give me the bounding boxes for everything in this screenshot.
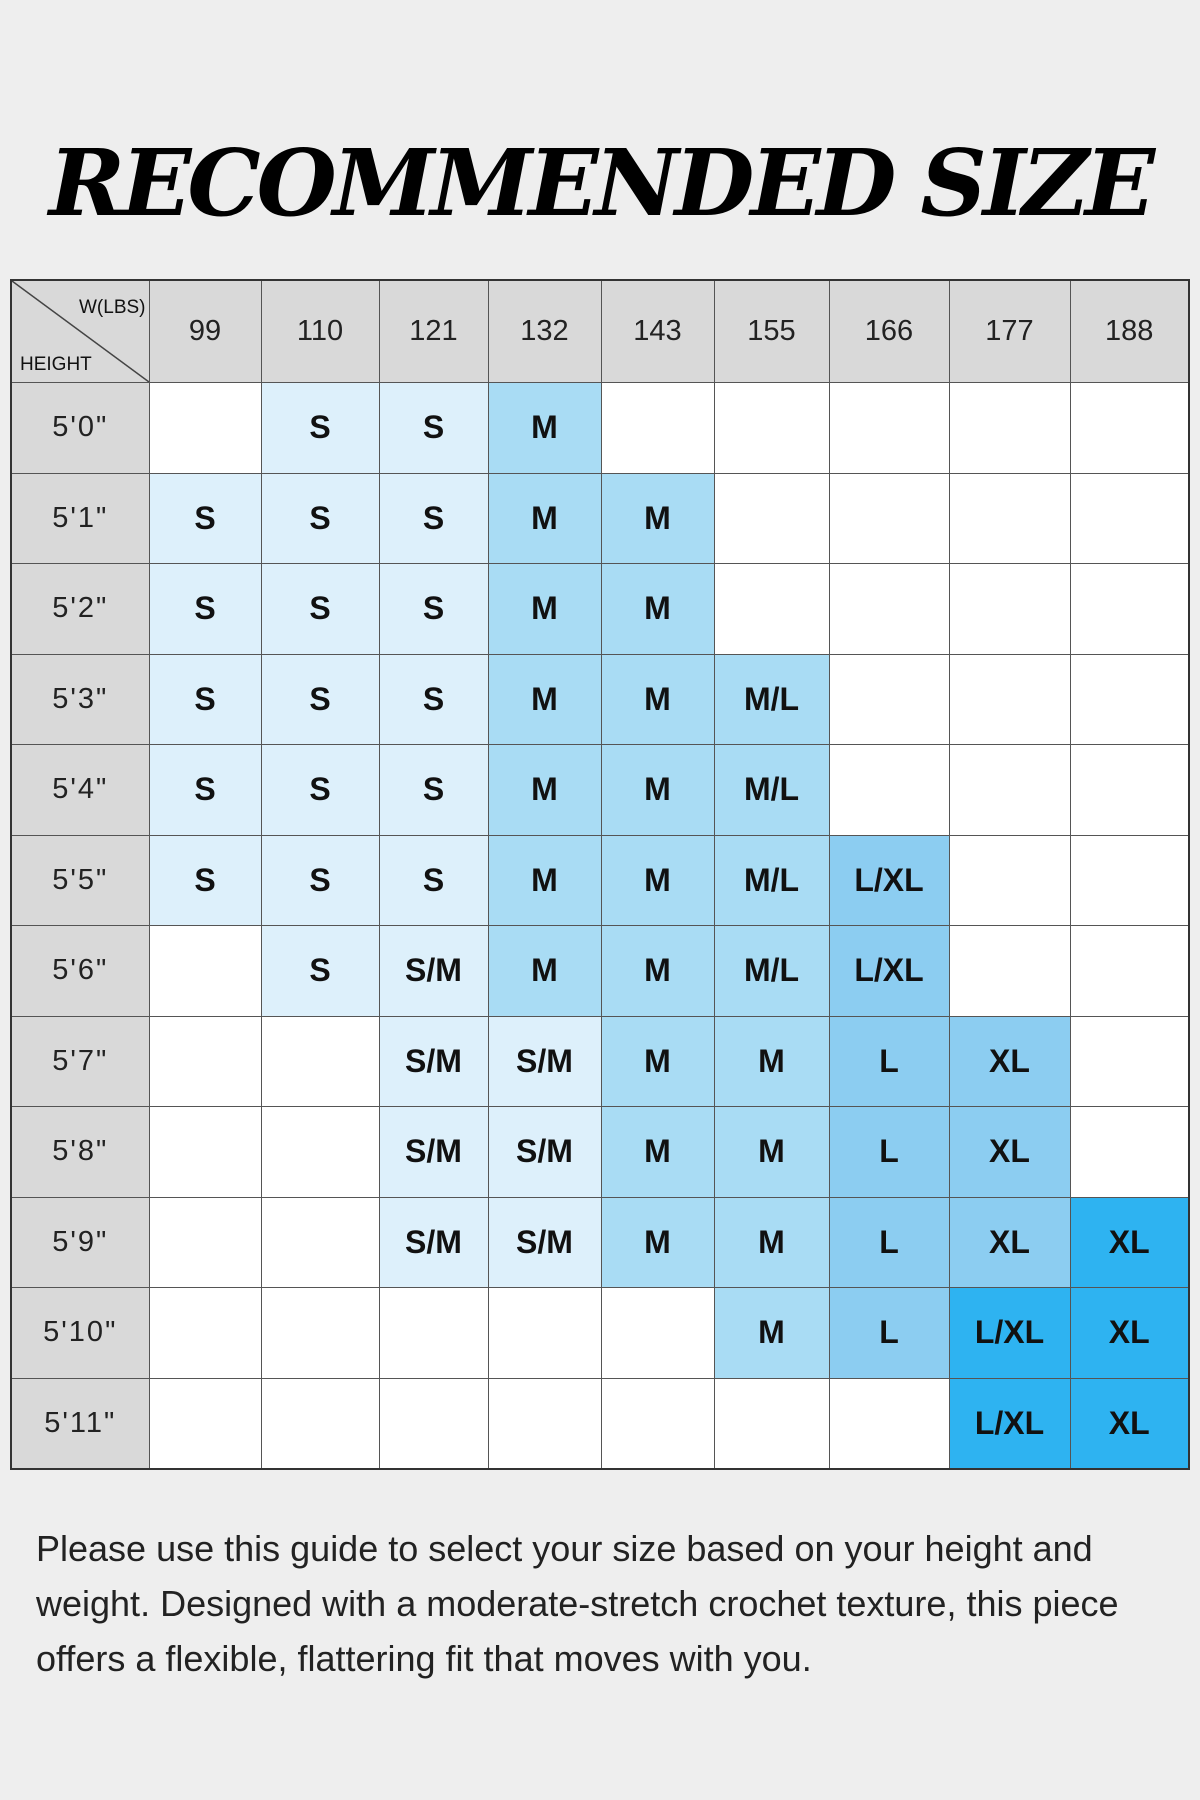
size-cell: M xyxy=(601,1107,714,1198)
size-cell xyxy=(601,1378,714,1469)
height-header: 5'1" xyxy=(11,473,149,564)
size-cell xyxy=(261,1288,379,1379)
size-cell xyxy=(949,564,1070,655)
table-row xyxy=(11,1288,1189,1379)
size-cell xyxy=(829,473,949,564)
size-cell: M xyxy=(488,926,601,1017)
size-cell: L/XL xyxy=(829,926,949,1017)
size-cell: S xyxy=(149,745,261,836)
size-cell xyxy=(149,383,261,474)
size-cell xyxy=(949,654,1070,745)
size-cell: M xyxy=(488,835,601,926)
size-cell xyxy=(829,564,949,655)
height-header: 5'4" xyxy=(11,745,149,836)
table-row xyxy=(11,926,1189,1017)
size-cell: M xyxy=(714,1288,829,1379)
size-cell: S xyxy=(261,654,379,745)
table-row xyxy=(11,745,1189,836)
size-cell: M xyxy=(488,473,601,564)
size-cell: M xyxy=(488,564,601,655)
size-cell xyxy=(949,926,1070,1017)
size-cell: S xyxy=(149,835,261,926)
size-cell: M xyxy=(601,654,714,745)
weight-axis-label: W(LBS) xyxy=(79,297,146,318)
size-cell: S xyxy=(149,654,261,745)
size-cell: L/XL xyxy=(949,1378,1070,1469)
size-cell: M xyxy=(601,926,714,1017)
size-cell: M xyxy=(488,383,601,474)
height-header: 5'3" xyxy=(11,654,149,745)
size-cell xyxy=(261,1197,379,1288)
size-cell xyxy=(149,1378,261,1469)
table-row xyxy=(11,1107,1189,1198)
size-cell: S xyxy=(379,564,488,655)
size-cell: S xyxy=(149,473,261,564)
size-cell: S/M xyxy=(379,1016,488,1107)
size-cell xyxy=(949,383,1070,474)
size-cell: S xyxy=(379,383,488,474)
size-cell xyxy=(949,835,1070,926)
size-cell: XL xyxy=(1070,1288,1189,1379)
size-cell: L/XL xyxy=(829,835,949,926)
size-cell xyxy=(379,1288,488,1379)
height-header: 5'6" xyxy=(11,926,149,1017)
size-cell: M/L xyxy=(714,654,829,745)
size-cell xyxy=(1070,745,1189,836)
size-cell: M xyxy=(601,745,714,836)
size-cell: S xyxy=(261,835,379,926)
size-cell: S xyxy=(261,564,379,655)
size-cell: XL xyxy=(1070,1378,1189,1469)
corner-header xyxy=(11,280,149,383)
size-cell xyxy=(829,383,949,474)
size-cell xyxy=(149,1288,261,1379)
size-cell: S xyxy=(261,383,379,474)
table-row xyxy=(11,835,1189,926)
size-cell: S xyxy=(261,745,379,836)
size-cell: M/L xyxy=(714,835,829,926)
table-row xyxy=(11,654,1189,745)
size-cell xyxy=(714,564,829,655)
size-cell: M/L xyxy=(714,745,829,836)
weight-header: 166 xyxy=(829,280,949,383)
height-header: 5'7" xyxy=(11,1016,149,1107)
size-cell xyxy=(1070,473,1189,564)
size-cell xyxy=(601,383,714,474)
size-cell: S/M xyxy=(488,1016,601,1107)
size-cell xyxy=(829,1378,949,1469)
size-cell: S xyxy=(261,473,379,564)
size-cell: S xyxy=(379,654,488,745)
table-row xyxy=(11,1197,1189,1288)
size-cell: L/XL xyxy=(949,1288,1070,1379)
size-cell: L xyxy=(829,1016,949,1107)
size-cell: XL xyxy=(949,1016,1070,1107)
size-cell: M xyxy=(714,1107,829,1198)
size-cell: M xyxy=(601,564,714,655)
height-header: 5'5" xyxy=(11,835,149,926)
size-cell xyxy=(488,1378,601,1469)
size-cell: M xyxy=(488,654,601,745)
height-header: 5'9" xyxy=(11,1197,149,1288)
size-cell: S/M xyxy=(379,926,488,1017)
height-header: 5'8" xyxy=(11,1107,149,1198)
size-cell: XL xyxy=(949,1107,1070,1198)
size-cell xyxy=(149,1197,261,1288)
size-cell: S/M xyxy=(379,1107,488,1198)
height-axis-label: HEIGHT xyxy=(20,354,92,375)
size-cell xyxy=(488,1288,601,1379)
size-cell: M/L xyxy=(714,926,829,1017)
table-row xyxy=(11,1378,1189,1469)
size-cell xyxy=(1070,835,1189,926)
size-cell xyxy=(149,926,261,1017)
size-cell xyxy=(1070,383,1189,474)
size-cell xyxy=(829,654,949,745)
table-row xyxy=(11,1016,1189,1107)
size-cell: S/M xyxy=(488,1107,601,1198)
size-cell: S xyxy=(261,926,379,1017)
size-cell: M xyxy=(601,1016,714,1107)
size-cell xyxy=(149,1107,261,1198)
size-cell xyxy=(1070,654,1189,745)
size-cell: S/M xyxy=(488,1197,601,1288)
size-cell: S xyxy=(379,473,488,564)
size-cell: S xyxy=(379,835,488,926)
size-cell: XL xyxy=(949,1197,1070,1288)
size-cell xyxy=(261,1378,379,1469)
size-cell: XL xyxy=(1070,1197,1189,1288)
size-cell xyxy=(1070,564,1189,655)
size-cell xyxy=(379,1378,488,1469)
size-cell: L xyxy=(829,1288,949,1379)
size-cell: M xyxy=(601,1197,714,1288)
weight-header: 132 xyxy=(488,280,601,383)
weight-header: 188 xyxy=(1070,280,1189,383)
size-cell xyxy=(949,745,1070,836)
size-cell xyxy=(149,1016,261,1107)
size-cell: M xyxy=(601,835,714,926)
size-cell xyxy=(261,1016,379,1107)
table-row xyxy=(11,383,1189,474)
size-cell: M xyxy=(601,473,714,564)
size-cell: S xyxy=(379,745,488,836)
table-row xyxy=(11,564,1189,655)
height-header: 5'11" xyxy=(11,1378,149,1469)
size-cell xyxy=(829,745,949,836)
size-cell xyxy=(714,473,829,564)
size-cell: M xyxy=(488,745,601,836)
size-cell: M xyxy=(714,1016,829,1107)
weight-header: 99 xyxy=(149,280,261,383)
size-cell xyxy=(601,1288,714,1379)
size-guide-note: Please use this guide to select your size based on your height and weight. Designed with a moderate-stretch crochet texture, this piece offers a flexible, flattering fit that moves with you. xyxy=(36,1528,1119,1679)
size-cell xyxy=(714,1378,829,1469)
height-header: 5'2" xyxy=(11,564,149,655)
height-header: 5'0" xyxy=(11,383,149,474)
size-chart-table xyxy=(10,279,1190,1470)
table-row xyxy=(11,473,1189,564)
size-cell: L xyxy=(829,1107,949,1198)
size-cell xyxy=(261,1107,379,1198)
weight-header: 143 xyxy=(601,280,714,383)
size-cell xyxy=(1070,1016,1189,1107)
size-cell xyxy=(949,473,1070,564)
weight-header: 121 xyxy=(379,280,488,383)
size-cell xyxy=(1070,926,1189,1017)
weight-header: 110 xyxy=(261,280,379,383)
weight-header-row xyxy=(11,280,1189,383)
size-grid-body xyxy=(11,383,1189,1469)
weight-header: 177 xyxy=(949,280,1070,383)
height-header: 5'10" xyxy=(11,1288,149,1379)
size-cell: L xyxy=(829,1197,949,1288)
page-title: RECOMMENDED SIZE xyxy=(48,129,1152,237)
size-cell: S xyxy=(149,564,261,655)
weight-header: 155 xyxy=(714,280,829,383)
size-cell: S/M xyxy=(379,1197,488,1288)
size-cell xyxy=(1070,1107,1189,1198)
size-cell xyxy=(714,383,829,474)
size-cell: M xyxy=(714,1197,829,1288)
